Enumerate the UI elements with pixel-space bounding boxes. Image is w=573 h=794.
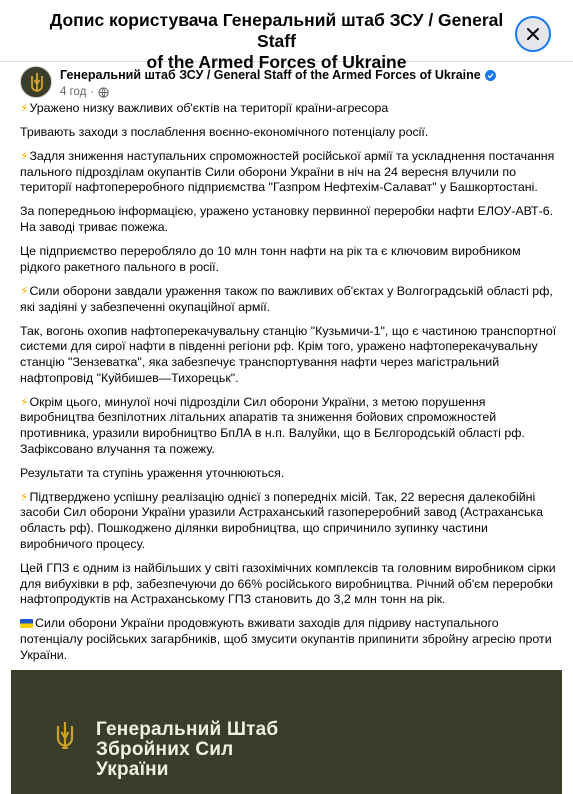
globe-icon [98, 87, 109, 98]
post-paragraph [20, 324, 560, 387]
post-paragraph [20, 125, 560, 141]
meta-separator: · [90, 86, 95, 98]
close-button[interactable] [515, 16, 551, 52]
post-paragraph-text: Сили оборони України продовжують вживати заходів для підриву наступального потенціалу російських загарбників, щоб змусити окупантів припинити збройну агресію проти України. [20, 616, 552, 662]
post-paragraph-text: Тривають заходи з послаблення воєнно-економічного потенціалу росії. [20, 125, 429, 139]
dialog-header [0, 0, 573, 72]
dialog-title-line2: of the Armed Forces of Ukraine [146, 52, 407, 72]
post-paragraph-text: Так, вогонь охопив нафтоперекачувальну станцію "Кузьмичи-1", що є частиною транспортної системи для сирої нафти в південні регіони рф. Крім того, уражено нафтоперекачувальну станцію "Зензеватка", яка забезпечує транспортування нафти через магістральний нафтопровід "Куйбишев—Тихорецьк". [20, 323, 557, 385]
post-meta [60, 86, 109, 98]
image-caption-line2: Збройних Сил [96, 739, 234, 760]
post-paragraph [20, 490, 560, 553]
close-icon [526, 27, 540, 41]
post-paragraph-text: За попередньою інформацією, уражено установку первинної переробки нафти ЕЛОУ-АВТ-6. На заводі триває пожежа. [20, 204, 554, 235]
verified-badge-icon [485, 70, 496, 81]
post-paragraph-text: Окрім цього, минулої ночі підрозділи Сил оборони України, з метою порушення виробництва безпілотних літальних апаратів та зниження бойових спроможностей противника, уразили виробництво БпЛА в н.п. Валуйки, що в Бєлгородській області рф. Зафіксовано влучання та пожежу. [20, 394, 525, 456]
lightning-emoji-icon: ⚡ [20, 489, 29, 504]
post-paragraph [20, 395, 560, 458]
author-line [60, 68, 496, 82]
post-paragraph [20, 204, 560, 235]
image-caption-line1: Генеральний Штаб [96, 719, 279, 740]
trident-sword-emblem-icon [53, 720, 77, 752]
post-image[interactable] [11, 670, 562, 794]
post-paragraph-text: Задля зниження наступальних спроможностей російської армії та ускладнення постачання пального підрозділам окупантів Сили оборони України в ніч на 24 вересня влучили по території нафтопереробного підприємства "Газпром Нефтехім-Салават" у Башкортостані. [20, 149, 555, 195]
lightning-emoji-icon: ⚡ [20, 149, 29, 163]
trident-avatar-icon [21, 67, 52, 98]
dialog-title [40, 10, 513, 73]
post-paragraph [20, 466, 560, 482]
post-paragraph-text: Це підприємство переробляло до 10 млн тонн нафти на рік та є ключовим виробником рідкого ракетного пального в росії. [20, 244, 521, 274]
post-paragraph [20, 616, 560, 663]
post-text [20, 101, 560, 711]
post-paragraph-text: Уражено низку важливих об'єктів на території країни-агресора [29, 101, 389, 115]
avatar[interactable] [20, 66, 52, 98]
image-caption [96, 720, 278, 780]
dialog-title-line1: Допис користувача Генеральний штаб ЗСУ / General Staff [49, 10, 504, 51]
image-caption-line3: України [96, 759, 169, 780]
post-time[interactable]: 4 год [60, 86, 87, 98]
post-paragraph [20, 284, 560, 315]
author-name[interactable]: Генеральний штаб ЗСУ / General Staff of the Armed Forces of Ukraine [60, 68, 481, 82]
post-paragraph [20, 149, 560, 196]
lightning-emoji-icon: ⚡ [20, 394, 29, 409]
post-paragraph [20, 244, 560, 275]
post-paragraph [20, 561, 560, 608]
lightning-emoji-icon: ⚡ [20, 101, 29, 115]
lightning-emoji-icon: ⚡ [20, 283, 29, 298]
post-paragraph [20, 101, 560, 117]
post-paragraph-text: Результати та ступінь ураження уточнюються. [20, 465, 285, 480]
ukraine-flag-icon [20, 619, 33, 628]
post-paragraph-text: Цей ГПЗ є одним із найбільших у світі газохімічних комплексів та головним виробником сірки для вибухівки в рф, забезпечуючи до 66% російського виробництва. Річний об'єм переробки нафтопродуктів на Астраханському ГПЗ становить до 3,2 млн тонн на рік. [20, 560, 556, 607]
post-paragraph-text: Сили оборони завдали ураження також по важливих об'єктах у Волгоградській області рф, які задіяні у забезпеченні окупаційної армії. [20, 283, 553, 314]
post-paragraph-text: Підтверджено успішну реалізацію однієї з попередніх місій. Так, 22 вересня далекобійні засоби Сил оборони України уразили Астраханський газопереробний завод (Астраханська область рф). Пошкоджено ділянки виробництва, що спричинило зупинку частини виробничого процесу. [20, 489, 543, 551]
